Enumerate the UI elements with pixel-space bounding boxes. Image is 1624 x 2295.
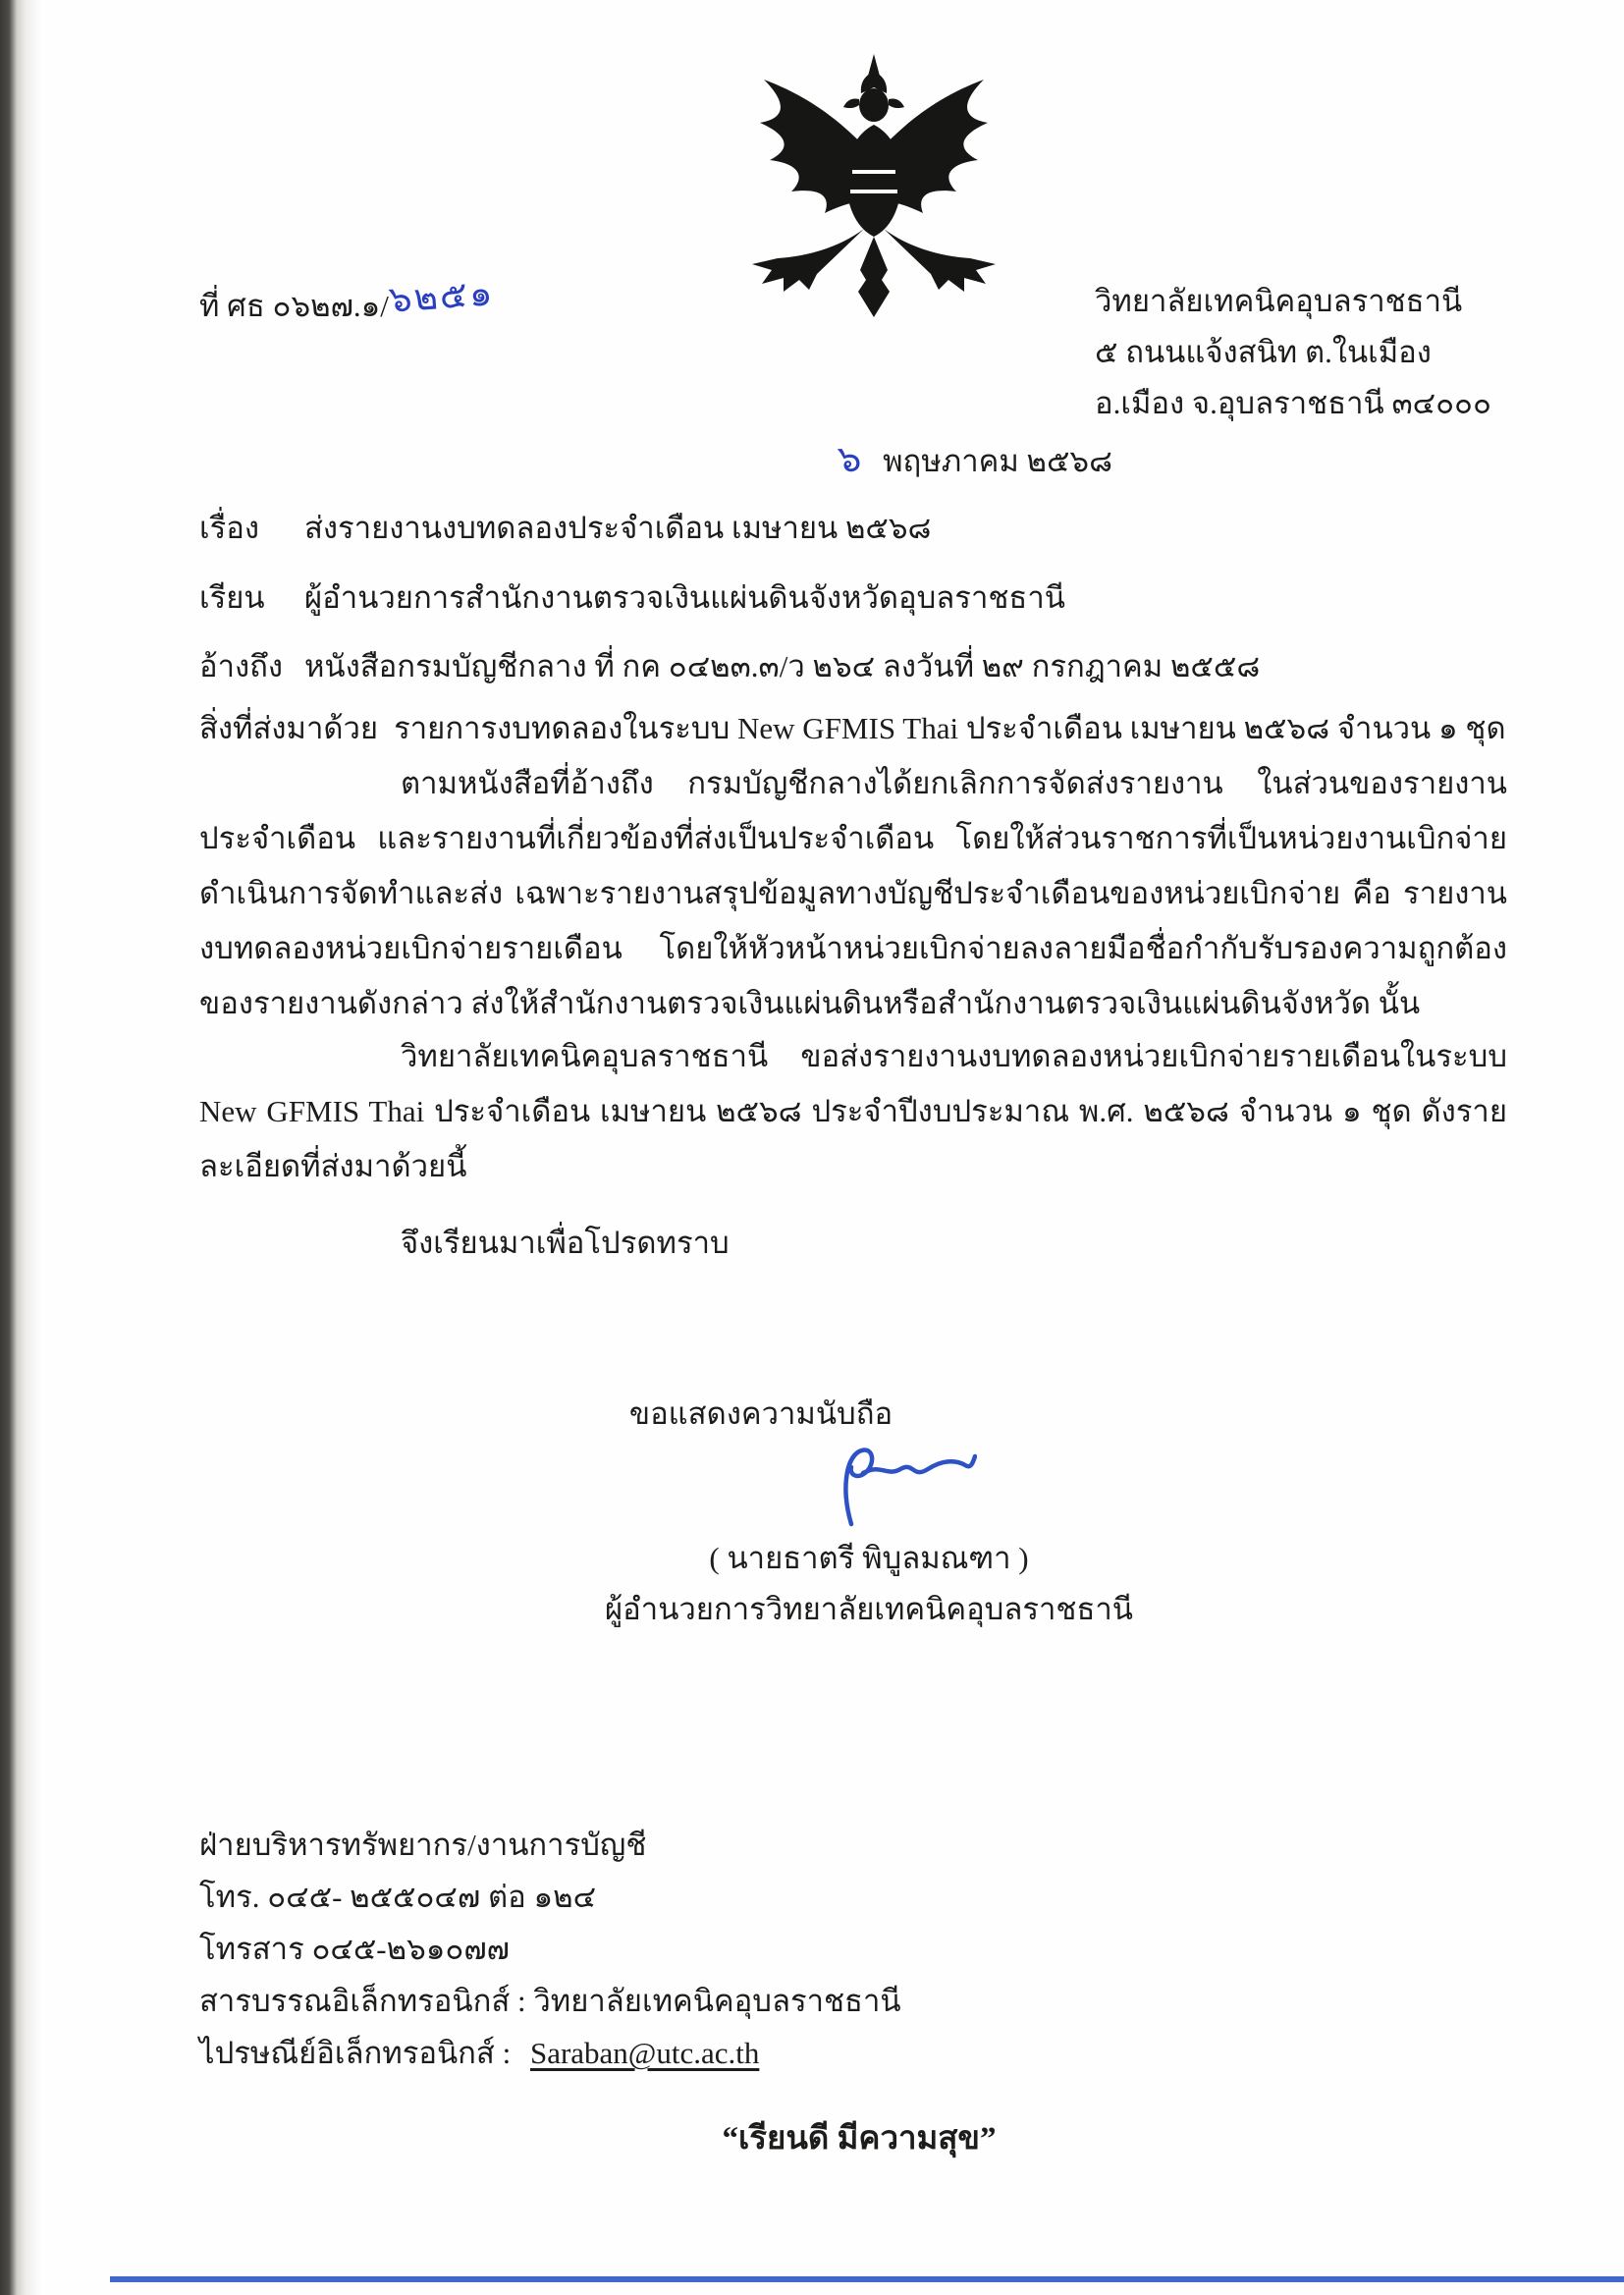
signer-name: ( นายธาตรี พิบูลมณฑา )	[709, 1541, 1029, 1575]
motto: “เรียนดี มีความสุข”	[722, 2121, 997, 2157]
scan-edge-artifact	[0, 0, 41, 2295]
body-paragraph-1: ตามหนังสือที่อ้างถึง กรมบัญชีกลางได้ยกเลิกการจัดส่งรายงาน ในส่วนของรายงานประจำเดือน และรายงานที่เกี่ยวข้องที่ส่งเป็นประจำเดือน โดยให้ส่วนราชการที่เป็นหน่วยงานเบิกจ่ายดำเนินการจัดทำและส่ง เฉพาะรายงานสรุปข้อมูลทางบัญชีประจำเดือนของหน่วยเบิกจ่าย คือ รายงานงบทดลองหน่วยเบิกจ่ายรายเดือน โดยให้หัวหน้าหน่วยเบิกจ่ายลงลายมือชื่อกำกับรับรองความถูกต้องของรายงานดังกล่าว ส่งให้สำนักงานตรวจเงินแผ่นดินหรือสำนักงานตรวจเงินแผ่นดินจังหวัด นั้น	[199, 766, 1507, 1020]
closing-salutation: ขอแสดงความนับถือ	[628, 1396, 893, 1431]
doc-number-printed: ที่ ศธ ๐๖๒๗.๑/	[199, 289, 389, 323]
footer-email-label: ไปรษณีย์อิเล็กทรอนิกส์ :	[199, 2036, 512, 2070]
to-label: เรียน	[199, 580, 265, 615]
sender-address-block	[1095, 276, 1491, 429]
body-paragraph-3: จึงเรียนมาเพื่อโปรดทราบ	[401, 1226, 730, 1260]
sender-address-line-3: อ.เมือง จ.อุบลราชธานี ๓๔๐๐๐	[1095, 386, 1491, 420]
field-row-to	[199, 573, 1065, 622]
sender-address-line-2: ๕ ถนนแจ้งสนิท ต.ในเมือง	[1095, 335, 1432, 369]
field-row-enclosure	[199, 703, 1506, 752]
signature-icon	[830, 1440, 977, 1528]
to-text: ผู้อำนวยการสำนักงานตรวจเงินแผ่นดินจังหวัดอุบลราชธานี	[304, 580, 1065, 615]
body-paragraph-2: วิทยาลัยเทคนิคอุบลราชธานี ขอส่งรายงานงบทดลองหน่วยเบิกจ่ายรายเดือนในระบบ New GFMIS Thai ประจำเดือน เมษายน ๒๕๖๘ ประจำปีงบประมาณ พ.ศ. ๒๕๖๘ จำนวน ๑ ชุด ดังรายละเอียดที่ส่งมาด้วยนี้	[199, 1039, 1507, 1183]
field-row-reference	[199, 641, 1260, 690]
garuda-emblem-icon	[727, 54, 1021, 319]
sender-address-line-1: วิทยาลัยเทคนิคอุบลราชธานี	[1095, 284, 1463, 318]
subject-text: ส่งรายงานงบทดลองประจำเดือน เมษายน ๒๕๖๘	[304, 511, 932, 545]
footer-e-document: สารบรรณอิเล็กทรอนิกส์ : วิทยาลัยเทคนิคอุบลราชธานี	[199, 1984, 901, 2018]
doc-number-handwritten: ๖๒๕๑	[387, 273, 496, 321]
signer-title: ผู้อำนวยการวิทยาลัยเทคนิคอุบลราชธานี	[605, 1592, 1133, 1626]
subject-label: เรื่อง	[199, 511, 260, 545]
reference-label: อ้างถึง	[199, 649, 284, 683]
footer-email-link: Saraban@utc.ac.th	[529, 2036, 760, 2070]
date-line	[838, 428, 1112, 488]
reference-text: หนังสือกรมบัญชีกลาง ที่ กค ๐๔๒๓.๓/ว ๒๖๔ ลงวันที่ ๒๙ กรกฎาคม ๒๕๕๘	[304, 649, 1261, 683]
date-text: พฤษภาคม ๒๕๖๘	[883, 444, 1113, 478]
bottom-rule	[110, 2276, 1624, 2282]
enclosure-text: รายการงบทดลองในระบบ New GFMIS Thai ประจำเดือน เมษายน ๒๕๖๘ จำนวน ๑ ชุด	[394, 711, 1506, 745]
footer-email-line	[199, 2028, 759, 2077]
footer-phone: โทร. ๐๔๕- ๒๕๕๐๔๗ ต่อ ๑๒๔	[199, 1880, 597, 1914]
field-row-subject	[199, 503, 931, 552]
enclosure-label: สิ่งที่ส่งมาด้วย	[199, 711, 379, 745]
date-day-handwritten: ๖	[836, 438, 863, 481]
footer-department: ฝ่ายบริหารทรัพยากร/งานการบัญชี	[199, 1828, 647, 1862]
footer-fax: โทรสาร ๐๔๕-๒๖๑๐๗๗	[199, 1932, 510, 1966]
doc-number-line	[199, 273, 496, 328]
